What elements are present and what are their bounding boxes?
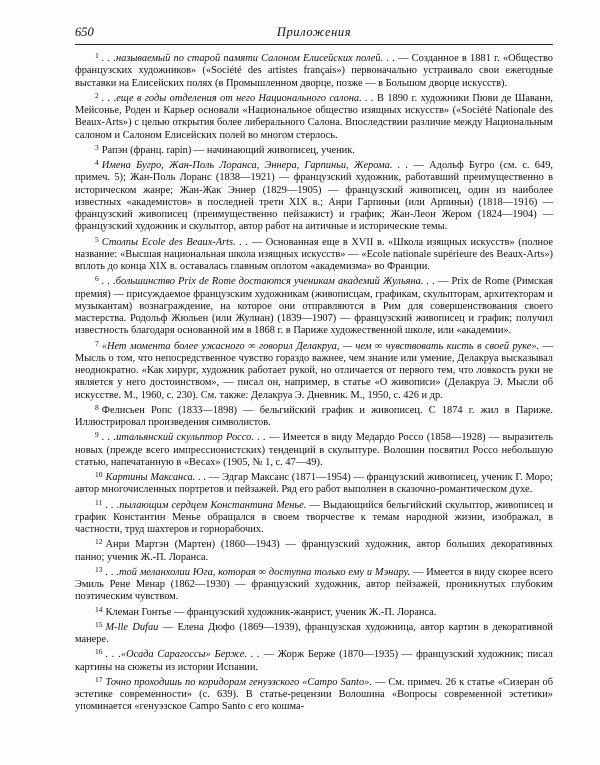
note-number: 11 <box>95 497 103 507</box>
page-number: 650 <box>75 25 94 39</box>
note-quote: Столпы Ecole des Beaux-Arts. . . <box>101 236 249 248</box>
note-quote: Картины Максанса. . . <box>105 472 207 483</box>
note-number: 10 <box>95 470 103 479</box>
note <box>75 157 553 234</box>
running-title: Приложения <box>276 25 352 39</box>
note-quote: «Нет момента более ужасного ∞ говорил Делакруа, — чем ∞ чувствовать кисть в своей руке». <box>101 340 540 352</box>
note <box>75 536 553 564</box>
note-number: 15 <box>95 619 103 629</box>
note <box>75 338 553 402</box>
note-text: — Имеется в виду скорее всего Эмиль Рене Менар (1862—1930) — французский художник, автор пейзажей, проникнутых глубоким поэтическим чувством. <box>75 566 553 603</box>
note-text: — Имеется в виду Медардо Россо (1858—1928) — выразитель новых (прежде всего импрессионистских) тенденций в скульптуре. Волошин посвятил Россо небольшую статью, напечатанную в «Весах» (1905, № 1, с. 47—49). <box>75 432 553 468</box>
note <box>75 402 553 430</box>
note-text: — Основанная еще в XVII в. «Школа изящных искусств» (полное название: «Высшая национальная школа изящных искусств» — «Ecole nationale supérieure des Beaux-Arts») вплоть до конца XIX в. оставалась главным оплотом «академизма» во Франции. <box>75 236 553 272</box>
note <box>75 469 553 497</box>
note-number: 4 <box>95 158 99 167</box>
note-quote: . . .называемый по старой памяти Салоном Елисейских полей. . . <box>101 53 395 64</box>
note-quote: M-lle Dufau <box>105 621 159 633</box>
note-text: — Эдгар Максанс (1871—1954) — французский живописец, ученик Г. Моро; автор многочисленных портретов и пейзажей. Ряд его работ выполнен в сказочно-романтическом духе. <box>75 472 553 496</box>
note-number: 8 <box>95 402 99 412</box>
note-text: — Prix de Rome (Римская премия) — присуждаемое французским художникам (живописцам, графикам, скульпторам, архитекторам и музыкантам) вознаграждение, на которое они отправляются в Рим для совершенствования своего мастерства. Родольф Жюльен (или Жулиан) (1839—1907) — французский живописец и график; получил известность благодаря основанной им в 1868 г. в Париже художественной школе, или «академии». <box>75 276 553 337</box>
note <box>75 646 553 674</box>
note-number: 2 <box>95 90 99 100</box>
note-text: Рапэн (франц. rapin) — начинающий живописец, ученик. <box>101 144 355 156</box>
note-text: — См. примеч. 26 к статье «Сизеран об эстетике современности» (с. 639). В статье-рецензии Волошина «Вопросы современной эстетики» упоминается «генуэзское Campo Santo с его кошма- <box>75 676 553 713</box>
note-quote: . . .большинство Prix de Rome достаются ученикам академий Жульяна. . . <box>101 276 435 288</box>
note-quote: . . .итальянский скульптор Россо. . . <box>101 432 266 444</box>
note-number: 1 <box>95 51 99 60</box>
note-text: — Елена Дюфо (1869—1939), французская художница, автор картин в декоративной манере. <box>75 621 553 645</box>
note-quote: . . .«Осада Сарагоссы» Берже. . . <box>105 649 260 661</box>
note-number: 17 <box>95 674 103 684</box>
note <box>75 497 553 537</box>
note-text: — Созданное в 1881 г. «Общество французских художников» («Société des artistes français») первоначально устраивало свои ежегодные выставки на Елисейских полях (в Промышленном дворце, позже — в Большом дворце искусств). <box>75 53 553 89</box>
note-text: Клеман Гонтье — французский художник-жанрист, ученик Ж.-П. Лоранса. <box>105 606 437 618</box>
note <box>75 619 553 647</box>
note <box>75 674 553 714</box>
note-text: Фелисьен Ропс (1833—1898) — бельгийский график и живописец. С 1874 г. жил в Париже. Иллюстрировал произведения символистов. <box>75 404 553 428</box>
note <box>75 50 553 90</box>
note-number: 3 <box>95 142 99 152</box>
note-number: 9 <box>95 430 99 440</box>
note <box>75 273 553 337</box>
note-number: 7 <box>95 338 99 348</box>
header-rule <box>75 44 553 45</box>
note-number: 5 <box>95 234 99 244</box>
note-quote: . . .еще в годы отделения от него Национального салона. . . <box>101 92 374 104</box>
note <box>75 90 553 142</box>
note-text: В 1890 г. художники Пюви де Шаванн, Мейсонье, Роден и Карьер основали «Национальное общество изящных искусств» («Société Nationale des Beaux-Arts») с целью открытия более либерального Салона. Впоследствии различие между Национальным салоном и Салоном Елисейских полей во многом стерлось. <box>75 92 553 141</box>
note-text: — Выдающийся бельгийский скульптор, живописец и график Константин Менье обращался в своем творчестве к темам народной жизни, изображал, в частности, труд шахтеров и горнорабочих. <box>75 499 553 535</box>
note-quote: Имена Бугро, Жан-Поль Лоранса, Эннера, Гарпиньи, Жерома. . . <box>101 160 409 171</box>
note <box>75 234 553 274</box>
note <box>75 604 553 619</box>
note-text: — Адольф Бугро (см. с. 649, примеч. 5); Жан-Поль Лоранс (1838—1921) — французский художник, работавший преимущественно в историческом жанре; Жан-Жак Эннер (1829—1905) — французский живописец, один из наиболее известных «академистов» в последней трети XIX в.; Анри Гарпиньи (или Арпиньи) (1818—1916) — французский живописец (преимущественно пейзажист) и график; Жан-Леон Жером (1824—1904) — французский художник и скульптор, автор работ на античные и исторические темы. <box>75 160 553 233</box>
note-text: Анри Мартэн (Мартен) (1860—1943) — французский художник, автор больших декоративных панно; ученик Ж.-П. Лоранса. <box>75 539 553 563</box>
note-number: 13 <box>95 564 103 574</box>
note-number: 16 <box>95 647 103 657</box>
note-quote: . . .той меланхолии Юга, которая ∞ доступна только ему и Мэнару. <box>105 566 411 578</box>
endnotes <box>75 50 553 760</box>
note <box>75 429 553 469</box>
note-number: 6 <box>95 274 99 284</box>
note-text: — Жорж Берже (1870—1935) — французский художник; писал картины на сюжеты из истории Испании. <box>75 649 553 673</box>
note <box>75 564 553 604</box>
note-quote: . . .пылающим сердцем Константина Менье. <box>105 499 307 511</box>
note-quote: Точно проходишь по коридорам генуэзского «Campo Santo». <box>105 676 372 688</box>
note <box>75 142 553 157</box>
note-number: 12 <box>95 537 103 547</box>
note-number: 14 <box>95 604 103 614</box>
note-text: — Мысль о том, что непосредственное чувство гораздо важнее, чем знание или умение, Делакруа высказывал неоднократно. «Как хирург, художник работает рукой, но отличается от первого тем, что ловкость руки не является у него достоинством», — писал он, например, в статье «О живописи» (Делакруа Э. Мысли об искусстве. М., 1960, с. 230). См. также: Делакруа Э. Дневник. М., 1950, с. 426 и др. <box>75 340 553 401</box>
